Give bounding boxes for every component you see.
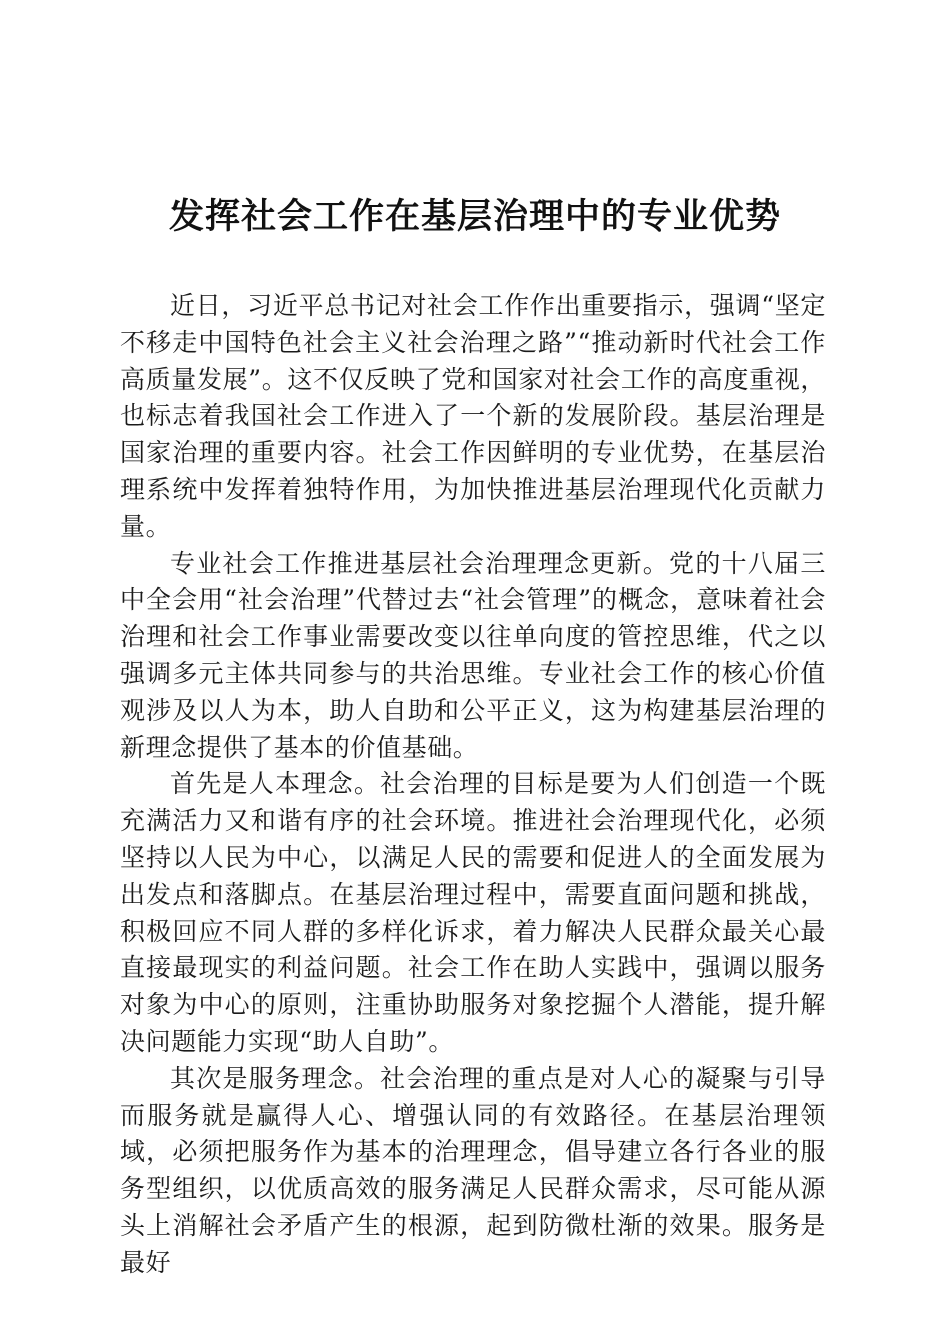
paragraph-3: 首先是人本理念。社会治理的目标是要为人们创造一个既充满活力又和谐有序的社会环境。推进社会治理现代化，必须坚持以人民为中心，以满足人民的需要和促进人的全面发展为出发点和落脚点。在基层治理过程中，需要直面问题和挑战，积极回应不同人群的多样化诉求，着力解决人民群众最关心最直接最现实的利益问题。社会工作在助人实践中，强调以服务对象为中心的原则，注重协助服务对象挖掘个人潜能，提升解决问题能力实现“助人自助”。 — [120, 769, 826, 1056]
document-title: 发挥社会工作在基层治理中的专业优势 — [168, 196, 781, 237]
paragraph-2: 专业社会工作推进基层社会治理理念更新。党的十八届三中全会用“社会治理”代替过去“社会管理”的概念，意味着社会治理和社会工作事业需要改变以往单向度的管控思维，代之以强调多元主体共同参与的共治思维。专业社会工作的核心价值观涉及以人为本，助人自助和公平正义，这为构建基层治理的新理念提供了基本的价值基础。 — [120, 548, 826, 762]
paragraph-1: 近日，习近平总书记对社会工作作出重要指示，强调“坚定不移走中国特色社会主义社会治理之路”“推动新时代社会工作高质量发展”。这不仅反映了党和国家对社会工作的高度重视，也标志着我国社会工作进入了一个新的发展阶段。基层治理是国家治理的重要内容。社会工作因鲜明的专业优势，在基层治理系统中发挥着独特作用，为加快推进基层治理现代化贡献力量。 — [120, 291, 826, 541]
paragraph-4: 其次是服务理念。社会治理的重点是对人心的凝聚与引导而服务就是赢得人心、增强认同的有效路径。在基层治理领域，必须把服务作为基本的治理理念，倡导建立各行各业的服务型组织，以优质高效的服务满足人民群众需求，尽可能从源头上消解社会矛盾产生的根源，起到防微杜渐的效果。服务是最好 — [120, 1063, 826, 1277]
document-body — [120, 288, 826, 1282]
